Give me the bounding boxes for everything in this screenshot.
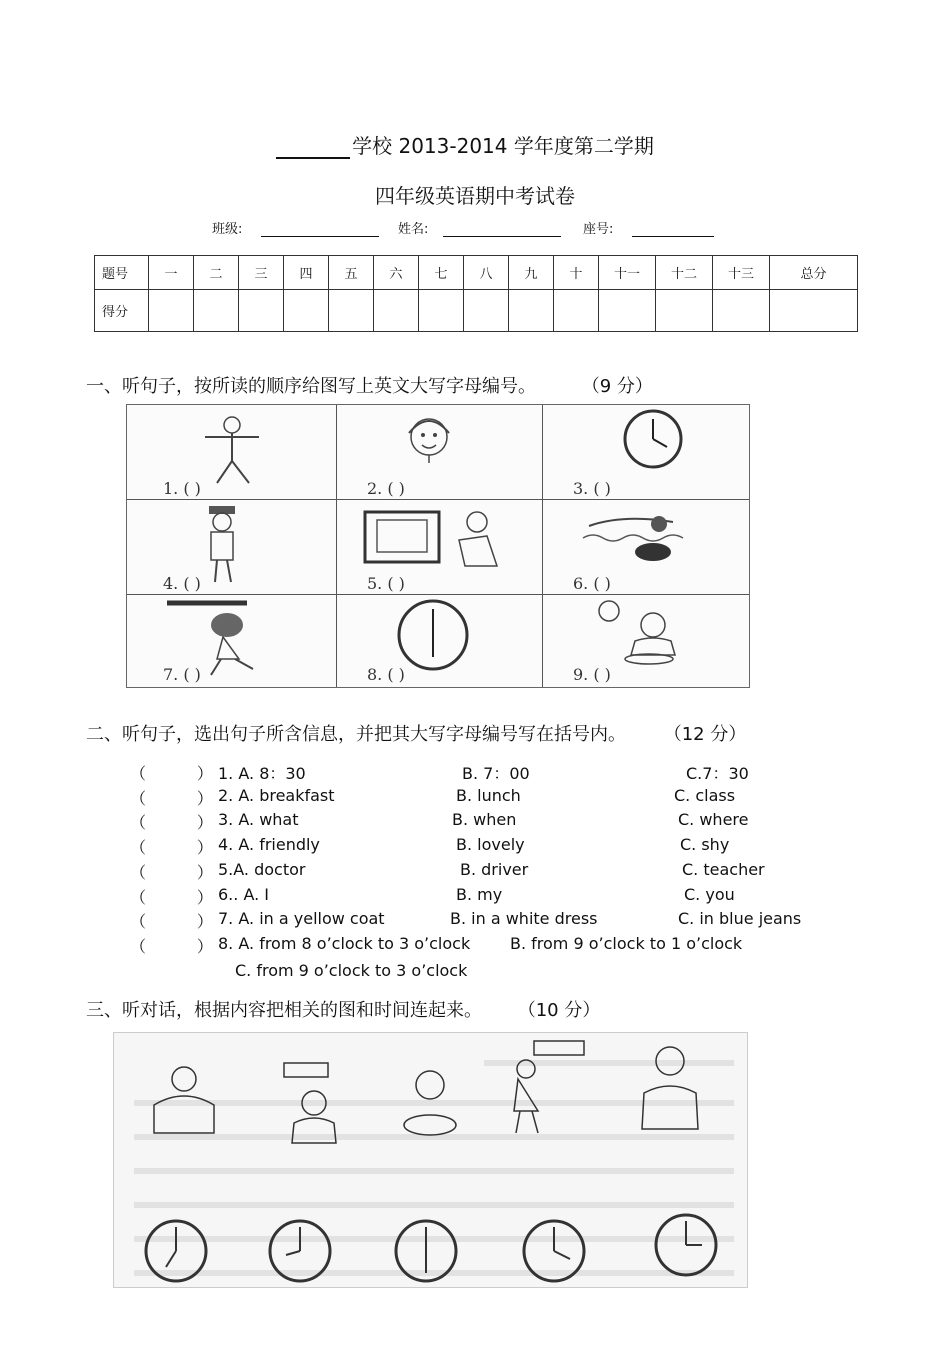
picture-caption: 4. ( ) (163, 574, 201, 593)
score-cell[interactable] (599, 290, 656, 332)
option-a: 6.. A. I (218, 884, 269, 904)
school-title: 学校 2013-2014 学年度第二学期 (0, 130, 930, 159)
picture-cell-5 (337, 500, 543, 595)
section1-heading: 一、听句子，按所读的顺序给图写上英文大写字母编号。 （9 分） (86, 376, 653, 397)
exam-title: 四年级英语期中考试卷 (375, 184, 575, 208)
picture-cell-9 (543, 595, 749, 687)
score-cell[interactable] (509, 290, 554, 332)
picture-cell-8 (337, 595, 543, 687)
option-c: C. teacher (682, 859, 765, 879)
picture-cell-4 (127, 500, 337, 595)
col-header: 一 (149, 256, 194, 290)
dancer-icon (127, 405, 337, 500)
picture-cell-6 (543, 500, 749, 595)
section2-heading: 二、听句子，选出句子所含信息，并把其大写字母编号写在括号内。 （12 分） (86, 724, 747, 745)
picture-caption: 9. ( ) (573, 665, 611, 684)
picture-caption: 2. ( ) (367, 479, 405, 498)
activities-and-clocks-illustration (114, 1033, 747, 1287)
option-c: C.7：30 (686, 764, 749, 783)
score-cell[interactable] (149, 290, 194, 332)
answer-bracket[interactable]: （ ） (130, 887, 213, 907)
option-a: 8. A. from 8 o’clock to 3 o’clock (218, 933, 471, 953)
option-b: B. my (456, 884, 503, 904)
answer-bracket[interactable]: （ ） (130, 788, 213, 808)
picture-caption: 5. ( ) (367, 574, 405, 593)
policeman-icon (127, 500, 337, 595)
answer-bracket[interactable]: （ ） (130, 813, 213, 833)
option-b: B. in a white dress (450, 909, 598, 929)
picture-cell-1 (127, 405, 337, 500)
row-label: 题号 (95, 256, 149, 290)
section1-picture-grid (126, 404, 750, 688)
option-b: B. driver (460, 859, 529, 879)
option-a: 3. A. what (218, 810, 299, 830)
col-header: 三 (239, 256, 284, 290)
option-c: C. where (678, 810, 749, 830)
col-header: 九 (509, 256, 554, 290)
picture-caption: 7. ( ) (163, 665, 201, 684)
answer-bracket[interactable]: （ ） (130, 936, 213, 956)
clock-icon (656, 1215, 716, 1275)
option-a: 1. A. 8：30 (218, 764, 306, 783)
option-a: 2. A. breakfast (218, 785, 335, 805)
score-cell[interactable] (713, 290, 770, 332)
option-b: B. lovely (456, 835, 525, 855)
option-b: B. 7：00 (462, 764, 530, 783)
name-input[interactable] (443, 222, 561, 237)
picture-caption: 6. ( ) (573, 574, 611, 593)
seat-field: 座号: (583, 218, 714, 237)
class-input[interactable] (261, 222, 379, 237)
score-cell[interactable] (656, 290, 713, 332)
option-a: 5.A. doctor (218, 859, 306, 879)
question-8-option-c: C. from 9 o’clock to 3 o’clock (235, 961, 468, 980)
answer-bracket[interactable]: （ ） (130, 764, 213, 783)
section3-picture (113, 1032, 748, 1288)
section3-heading: 三、听对话，根据内容把相关的图和时间连起来。 （10 分） (86, 1000, 601, 1021)
clock-icon (396, 1221, 456, 1281)
answer-bracket[interactable]: （ ） (130, 912, 213, 932)
score-cell[interactable] (464, 290, 509, 332)
boy-running-icon (127, 595, 337, 687)
answer-bracket[interactable]: （ ） (130, 838, 213, 858)
col-header: 总分 (770, 256, 858, 290)
score-cell[interactable] (239, 290, 284, 332)
col-header: 十一 (599, 256, 656, 290)
score-cell[interactable] (194, 290, 239, 332)
option-b: B. lunch (456, 785, 521, 805)
score-cell[interactable] (770, 290, 858, 332)
col-header: 五 (329, 256, 374, 290)
score-table (94, 255, 858, 332)
option-c: C. class (674, 785, 736, 805)
student-walking-icon (514, 1041, 584, 1133)
score-cell[interactable] (374, 290, 419, 332)
row-label: 得分 (95, 290, 149, 332)
score-header-row (95, 256, 858, 290)
option-b: B. when (452, 810, 517, 830)
picture-cell-7 (127, 595, 337, 687)
seat-input[interactable] (632, 222, 714, 237)
col-header: 十二 (656, 256, 713, 290)
option-b: B. from 9 o’clock to 1 o’clock (510, 933, 743, 953)
school-name-blank[interactable] (276, 137, 350, 159)
picture-caption: 3. ( ) (573, 479, 611, 498)
score-cell[interactable] (554, 290, 599, 332)
col-header: 四 (284, 256, 329, 290)
col-header: 六 (374, 256, 419, 290)
col-header: 十 (554, 256, 599, 290)
score-cell[interactable] (419, 290, 464, 332)
picture-cell-3 (543, 405, 749, 500)
col-header: 七 (419, 256, 464, 290)
picture-caption: 1. ( ) (163, 479, 201, 498)
col-header: 二 (194, 256, 239, 290)
picture-caption: 8. ( ) (367, 665, 405, 684)
score-cell[interactable] (284, 290, 329, 332)
col-header: 十三 (713, 256, 770, 290)
answer-bracket[interactable]: （ ） (130, 862, 213, 882)
name-field: 姓名: (398, 218, 561, 237)
boy-writing-icon (642, 1047, 698, 1129)
col-header: 八 (464, 256, 509, 290)
option-c: C. in blue jeans (678, 909, 802, 929)
class-field: 班级: (212, 218, 379, 237)
score-cell[interactable] (329, 290, 374, 332)
picture-cell-2 (337, 405, 543, 500)
option-a: 4. A. friendly (218, 835, 320, 855)
score-row (95, 290, 858, 332)
option-c: C. you (684, 884, 735, 904)
option-c: C. shy (680, 835, 730, 855)
option-a: 7. A. in a yellow coat (218, 909, 385, 929)
